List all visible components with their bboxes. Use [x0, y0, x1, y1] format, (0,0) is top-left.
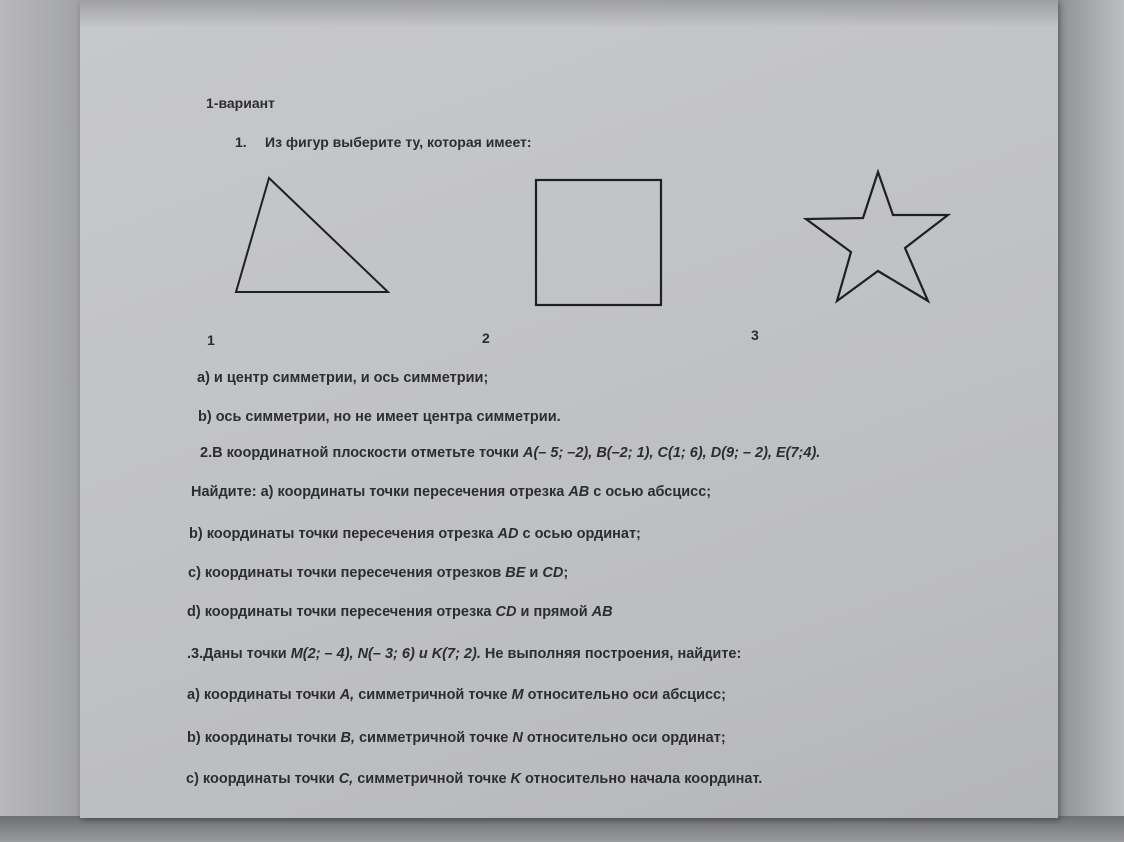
task1-option-a: a) и центр симметрии, и ось симметрии;: [197, 370, 489, 386]
task3-b: [187, 731, 726, 746]
task3-a-mid: симметричной точке: [354, 687, 512, 703]
task3-c-mid: симметричной точке: [353, 771, 511, 787]
task3-b-point: B,: [340, 730, 355, 746]
task3-c-ref: K: [510, 771, 522, 787]
star-icon: [802, 168, 952, 308]
task3-a-point: A,: [339, 687, 355, 703]
figure-label-3: 3: [751, 327, 759, 343]
task3-intro-prefix: .3.Даны точки: [187, 646, 291, 662]
task3-c-point: C,: [338, 771, 354, 787]
task3-intro: [187, 647, 741, 662]
task3-c-prefix: c) координаты точки: [186, 771, 339, 787]
task3-points: M(2; – 4), N(– 3; 6) и K(7; 2).: [290, 646, 481, 662]
task3-b-mid: симметричной точке: [354, 730, 513, 746]
task2-find-d-mid: и прямой: [516, 604, 592, 620]
worksheet-paper: [80, 0, 1058, 818]
task2-find-a-segment: AB: [568, 484, 590, 500]
task2-find-c-suffix: ;: [563, 565, 569, 581]
task2-find-b: [189, 527, 641, 542]
task2-find-c-segment-2: CD: [542, 565, 564, 581]
task2-find-d-segment-1: CD: [495, 604, 517, 620]
task3-a-ref: M: [511, 687, 524, 703]
task3-b-prefix: b) координаты точки: [187, 730, 341, 746]
task3-c: [186, 772, 762, 787]
task2-points: A(– 5; –2), B(–2; 1), C(1; 6), D(9; – 2), E(7;4).: [522, 445, 821, 461]
figure-label-2: 2: [482, 330, 490, 346]
task1-heading: Из фигур выберите ту, которая имеет:: [265, 134, 532, 150]
square-icon: [534, 178, 664, 308]
task2-find-b-suffix: с осью ординат;: [518, 526, 641, 542]
task3-a: [187, 688, 726, 703]
task3-b-suffix: относительно оси ординат;: [522, 730, 726, 746]
variant-title: 1-вариант: [206, 95, 275, 111]
task1-option-b: b) ось симметрии, но не имеет центра симметрии.: [198, 409, 561, 425]
task3-a-suffix: относительно оси абсцисс;: [523, 687, 726, 703]
task2-find-a: [191, 485, 711, 500]
task2-find-a-prefix: Найдите: a) координаты точки пересечения отрезка: [191, 484, 569, 500]
task2-find-d-prefix: d) координаты точки пересечения отрезка: [187, 604, 496, 620]
background-right: [1054, 0, 1124, 842]
task2-find-c-segment-1: BE: [505, 565, 526, 581]
task3-c-suffix: относительно начала координат.: [521, 771, 763, 787]
task2-find-d-segment-2: AB: [591, 604, 613, 620]
task2-find-c-mid: и: [525, 565, 543, 581]
task3-a-prefix: a) координаты точки: [187, 687, 340, 703]
task2-find-b-segment: AD: [497, 526, 519, 542]
task3-intro-suffix: Не выполняя построения, найдите:: [480, 646, 742, 662]
figure-label-1: 1: [207, 332, 215, 348]
background-bottom: [0, 816, 1124, 842]
task2-find-b-prefix: b) координаты точки пересечения отрезка: [189, 526, 498, 542]
task2-intro: [200, 446, 820, 461]
task3-b-ref: N: [512, 730, 523, 746]
task2-find-c: [188, 566, 568, 581]
task1-number: 1.: [235, 134, 247, 150]
paper-shadow: [80, 0, 1058, 28]
triangle-icon: [230, 172, 395, 298]
task2-find-c-prefix: c) координаты точки пересечения отрезков: [188, 565, 506, 581]
task2-intro-text: 2.В координатной плоскости отметьте точки: [200, 445, 523, 461]
task2-find-d: [187, 605, 613, 620]
task2-find-a-suffix: с осью абсцисс;: [589, 484, 712, 500]
